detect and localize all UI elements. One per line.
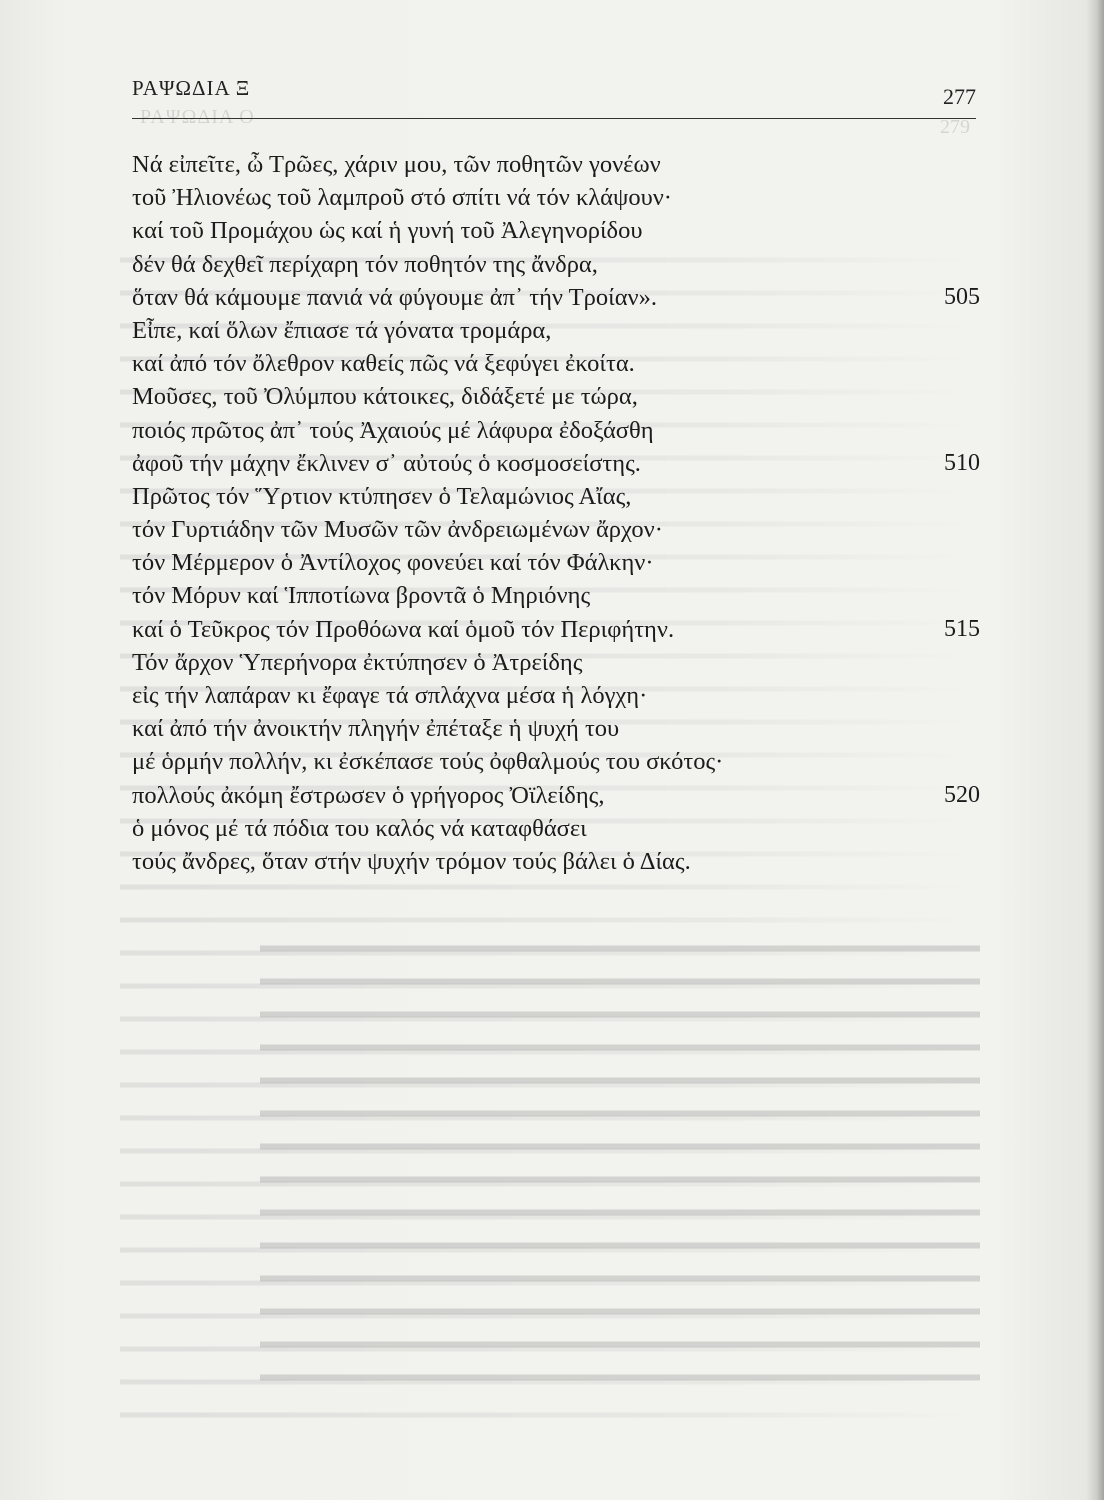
verse-text: Μοῦσες, τοῦ Ὀλύμπου κάτοικες, διδάξετέ με τώρα, — [132, 383, 638, 411]
line-number: 515 — [944, 615, 980, 642]
verse-text: τόν Μόρυν καί Ἱπποτίωνα βροντᾶ ὁ Μηριόνης — [132, 582, 591, 610]
verse-line — [132, 679, 980, 712]
show-through-header: ΡΑΨΩΔΙΑ Ο — [140, 106, 255, 128]
verse-text: καί ὁ Τεῦκρος τόν Προθόωνα καί ὁμοῦ τόν Περιφήτην. — [132, 615, 675, 643]
verse-text: ἀφοῦ τήν μάχην ἔκλινεν σ᾿ αὐτούς ὁ κοσμοσείστης. — [132, 449, 641, 477]
verse-line — [132, 779, 980, 812]
verse-line — [132, 513, 980, 546]
verse-text: εἰς τήν λαπάραν κι ἔφαγε τά σπλάχνα μέσα ἡ λόγχη· — [132, 682, 648, 709]
verse-line — [132, 712, 980, 745]
verse-text: Εἶπε, καί ὅλων ἔπιασε τά γόνατα τρομάρα, — [132, 316, 552, 344]
verse-text: τόν Μέρμερον ὁ Ἀντίλοχος φονεύει καί τόν Φάλκην· — [132, 549, 654, 577]
verse-text: τοῦ Ἠλιονέως τοῦ λαμπροῦ στό σπίτι νά τόν κλάψουν· — [132, 184, 672, 212]
verse-text: καί τοῦ Προμάχου ὡς καί ἡ γυνή τοῦ Ἀλεγηνορίδου — [132, 217, 643, 245]
show-through-text-lower — [260, 930, 980, 1400]
page-edge-shadow — [1086, 0, 1104, 1500]
verse-line — [132, 248, 980, 281]
verse-line — [132, 579, 980, 612]
verse-line — [132, 281, 980, 314]
verse-line — [132, 613, 980, 646]
verse-line — [132, 347, 980, 380]
verse-text: μέ ὁρμήν πολλήν, κι ἐσκέπασε τούς ὀφθαλμούς του σκότος· — [132, 748, 724, 776]
verse-line — [132, 380, 980, 413]
verse-text: Τόν ἄρχον Ὑπερήνορα ἐκτύπησεν ὁ Ἀτρείδης — [132, 648, 583, 676]
verse-line — [132, 646, 980, 679]
verse-line — [132, 181, 980, 214]
verse-text: ὁ μόνος μέ τά πόδια του καλός νά καταφθάσει — [132, 814, 587, 842]
running-title: ΡΑΨΩΔΙΑ Ξ — [132, 76, 251, 100]
verse-line — [132, 214, 980, 247]
verse-line — [132, 447, 980, 480]
line-number: 510 — [944, 449, 980, 476]
verse-text: ὅταν θά κάμουμε πανιά νά φύγουμε ἀπ᾿ τήν Τροίαν». — [132, 283, 657, 311]
line-number: 505 — [944, 283, 980, 310]
verse-text: δέν θά δεχθεῖ περίχαρη τόν ποθητόν της ἄνδρα, — [132, 250, 598, 278]
verse-text: τόν Γυρτιάδην τῶν Μυσῶν τῶν ἀνδρειωμένων ἄρχον· — [132, 516, 663, 544]
verse-line — [132, 314, 980, 347]
page-header — [132, 76, 976, 112]
verse-text: Πρῶτος τόν Ὕρτιον κτύπησεν ὁ Τελαμώνιος Αἴας, — [132, 482, 632, 510]
verse-line — [132, 480, 980, 513]
verse-line — [132, 546, 980, 579]
verse-line — [132, 845, 980, 878]
verse-line — [132, 414, 980, 447]
verse-text: πολλούς ἀκόμη ἔστρωσεν ὁ γρήγορος Ὀϊλείδης, — [132, 781, 605, 809]
verse-line — [132, 148, 980, 181]
verse-text: καί ἀπό τόν ὄλεθρον καθείς πῶς νά ξεφύγει ἐκοίτα. — [132, 350, 635, 378]
page-number: 277 — [943, 84, 976, 109]
show-through-page-number: 279 — [940, 116, 970, 138]
verse-line — [132, 745, 980, 778]
verse-line — [132, 812, 980, 845]
verse-block — [132, 148, 980, 878]
verse-text: καί ἀπό τήν ἀνοικτήν πληγήν ἐπέταξε ἡ ψυχή του — [132, 715, 620, 743]
verse-text: Νά εἰπεῖτε, ὦ Τρῶες, χάριν μου, τῶν ποθητῶν γονέων — [132, 151, 661, 178]
verse-text: τούς ἄνδρες, ὅταν στήν ψυχήν τρόμον τούς βάλει ὁ Δίας. — [132, 847, 691, 875]
header-rule — [132, 118, 976, 119]
line-number: 520 — [944, 781, 980, 808]
verse-text: ποιός πρῶτος ἀπ᾿ τούς Ἀχαιούς μέ λάφυρα ἐδοξάσθη — [132, 416, 654, 444]
